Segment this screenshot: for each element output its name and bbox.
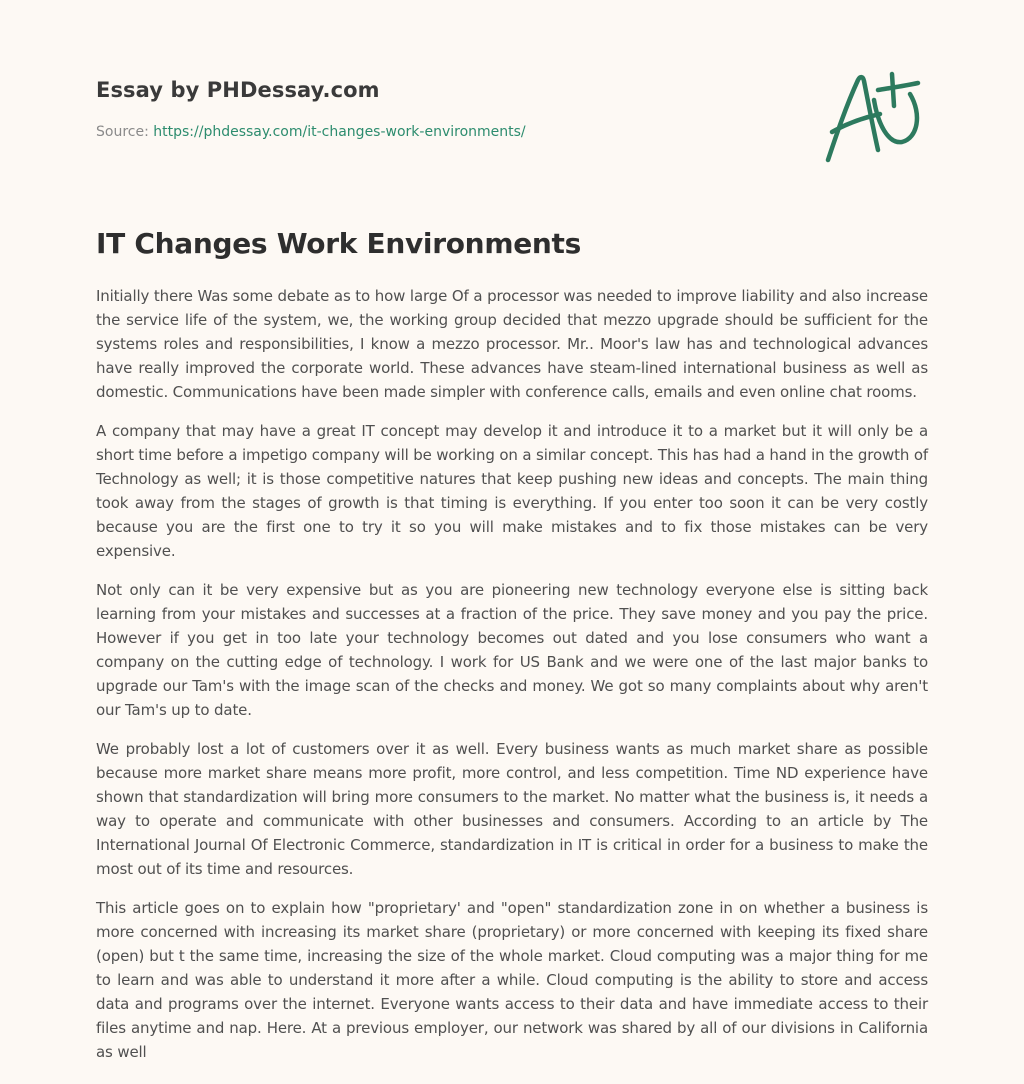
essay-paragraph: We probably lost a lot of customers over it as well. Every business wants as much market share as possible because more market share means more profit, more control, and less competition. Time ND experience have shown that standardization will bring more consumers to the market. No matter what the business is, it needs a way to operate and communicate with other businesses and consumers. According to an article by The International Journal Of Electronic Commerce, standardization in IT is critical in order for a business to make the most out of its time and resources. bbox=[96, 740, 928, 878]
a-plus-grade-icon bbox=[820, 66, 930, 166]
source-link[interactable]: https://phdessay.com/it-changes-work-environments/ bbox=[153, 124, 526, 140]
source-label: Source: bbox=[96, 124, 154, 140]
essay-paragraph: Not only can it be very expensive but as you are pioneering new technology everyone else is sitting back learning from your mistakes and successes at a fraction of the price. They save money and you pay the price. However if you get in too late your technology becomes out dated and you lose consumers who want a company on the cutting edge of technology. I work for US Bank and we were one of the last major banks to upgrade our Tam's with the image scan of the checks and money. We got so many complaints about why aren't our Tam's up to date. bbox=[96, 581, 928, 719]
site-brand: Essay by PHDessay.com bbox=[96, 78, 380, 102]
essay-paragraph: This article goes on to explain how "proprietary' and "open" standardization zone in on whether a business is more concerned with increasing its market share (proprietary) or more concerned with keeping its fixed share (open) but t the same time, increasing the size of the whole market. Cloud computing was a major thing for me to learn and was able to understand it more after a while. Cloud computing is the ability to store and access data and programs over the internet. Everyone wants access to their data and have immediate access to their files anytime and nap. Here. At a previous employer, our network was shared by all of our divisions in California as well bbox=[96, 899, 928, 1061]
page-header bbox=[96, 76, 928, 140]
essay-body bbox=[96, 284, 928, 1079]
essay-paragraph: Initially there Was some debate as to how large Of a processor was needed to improve liability and also increase the service life of the system, we, the working group decided that mezzo upgrade should be sufficient for the systems roles and responsibilities, I know a mezzo processor. Mr.. Moor's law has and technological advances have really improved the corporate world. These advances have steam-lined international business as well as domestic. Communications have been made simpler with conference calls, emails and even online chat rooms. bbox=[96, 287, 928, 401]
essay-paragraph: A company that may have a great IT concept may develop it and introduce it to a market but it will only be a short time before a impetigo company will be working on a similar concept. This has had a hand in the growth of Technology as well; it is those competitive natures that keep pushing new ideas and concepts. The main thing took away from the stages of growth is that timing is everything. If you enter too soon it can be very costly because you are the first one to try it so you will make mistakes and to fix those mistakes can be very expensive. bbox=[96, 422, 928, 560]
source-line bbox=[96, 124, 526, 140]
essay-title: IT Changes Work Environments bbox=[96, 227, 581, 260]
